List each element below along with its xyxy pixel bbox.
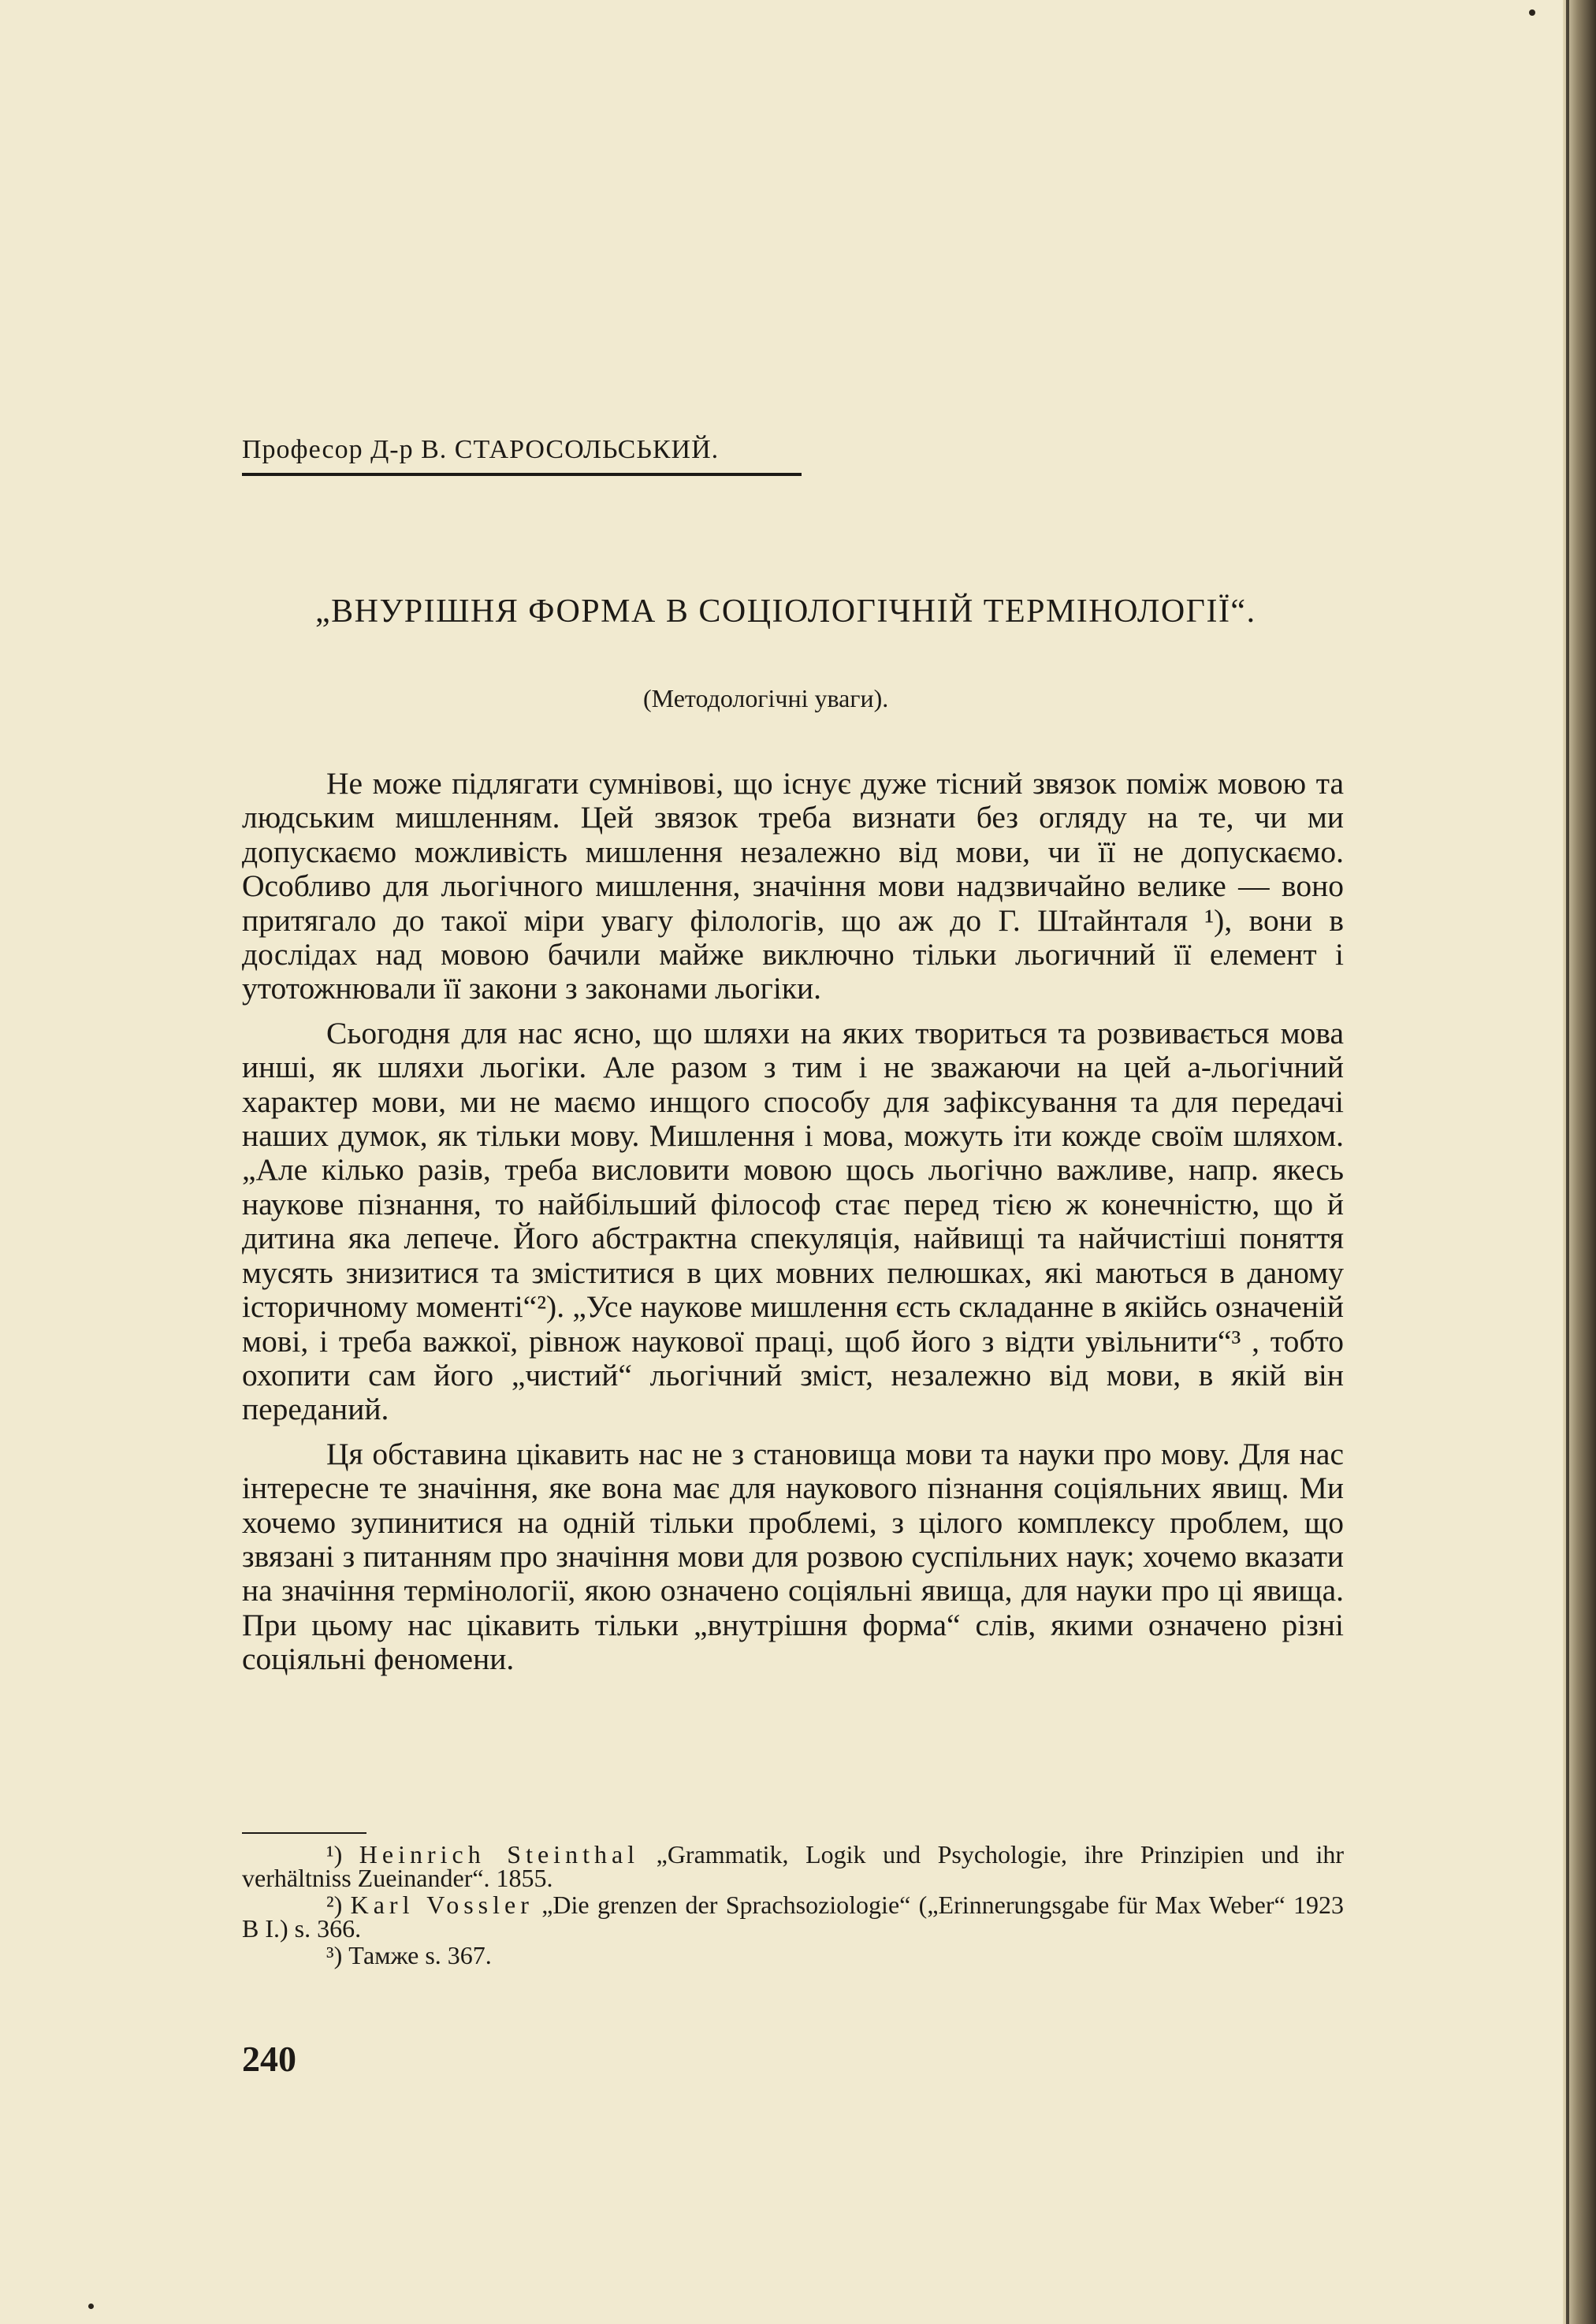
article-title: „ВНУРІШНЯ ФОРМА В СОЦІОЛОГІЧНІЙ ТЕРМІНОЛОГІЇ“. — [315, 593, 1256, 630]
article-subtitle: (Методологічні уваги). — [643, 684, 889, 712]
article-body — [242, 767, 1344, 1687]
footnote-text: Тамже s. 367. — [348, 1941, 492, 1969]
footnote-mark: ³) — [326, 1941, 343, 1969]
footnote — [242, 1842, 1344, 1890]
footnote-text: „Die grenzen der Sprachsoziologie“ („Erinnerungsgabe für Max Weber“ 1923 B I.) s. 366. — [242, 1891, 1345, 1943]
footnote — [242, 1891, 1345, 1943]
book-binding-line — [1566, 0, 1569, 2324]
footnote-author: Karl Vossler — [350, 1891, 534, 1919]
ink-speck — [88, 2304, 94, 2309]
footnote — [242, 1943, 1344, 1967]
ink-speck — [1529, 9, 1535, 16]
author-line: Професор Д-р В. СТАРОСОЛЬСЬКИЙ. — [242, 435, 720, 464]
footnote-author: Heinrich Steinthal — [359, 1840, 640, 1868]
footnote-mark: ¹) — [326, 1840, 343, 1868]
footnote-mark: ²) — [326, 1891, 343, 1919]
paragraph: Не може підлягати сумнівові, що існує дуже тісний звязок поміж мовою та людським мишленням. Цей звязок треба визнати без огляду на те, чи ми допускаємо можливість мишлення незалежно від мови, чи її не допускаємо. Особливо для льогічного мишлення, значіння мови надзвичайно велике — воно притягало до такої міри увагу філологів, що аж до Г. Штайнталя ¹), вони в дослідах над мовою бачили майже виключно тільки льогичний її елемент і утотожнювали її закони з законами льогіки. — [242, 766, 1344, 1006]
paragraph: Сьогодня для нас ясно, що шляхи на яких твориться та розвивається мова инші, як шляхи льогіки. Але разом з тим і не зважаючи на цей а-льогічний характер мови, ми не маємо инщого способу для зафіксування та для передачі наших думок, як тільки мову. Мишлення і мова, можуть іти кожде своїм шляхом. „Але кілько разів, треба висловити мовою щось льогічно важливе, напр. якесь наукове пізнання, то найбільший філософ стає перед тією ж конечністю, що й дитина яка лепече. Його абстрактна спекуляція, найвищі та найчистіші поняття мусять знизитися та зміститися в цих мовних пелюшках, які маються в даному історичному моменті“²). „Усе наукове мишлення єсть складанне в якійсь означеній мові, і треба важкої, рівнож наукової праці, щоб його з відти увільнити“³ , тобто охопити сам його „чистий“ льогічний зміст, незалежно від мови, в якій він переданий. — [242, 1015, 1344, 1427]
footnote-text: „Grammatik, Logik und Psychologie, ihre Prinzipien und ihr verhältniss Zueinander“. 1855. — [242, 1840, 1345, 1892]
paragraph: Ця обставина цікавить нас не з становища мови та науки про мову. Для нас інтересне те значіння, яке вона має для наукового пізнання соціяльних явищ. Ми хочемо зупинитися на одній тільки проблемі, з цілого комплексу проблем, що звязані з питанням про значіння мови для розвою суспільних наук; хочемо вказати на значіння термінології, якою означено соціяльні явища, для науки про ці явища. При цьому нас цікавить тільки „внутрішня форма“ слів, якими означено різні соціяльні феномени. — [242, 1436, 1344, 1677]
footnote-separator — [242, 1832, 366, 1834]
footnotes — [242, 1842, 1344, 1970]
page-number: 240 — [242, 2039, 296, 2079]
author-underline — [242, 473, 802, 476]
